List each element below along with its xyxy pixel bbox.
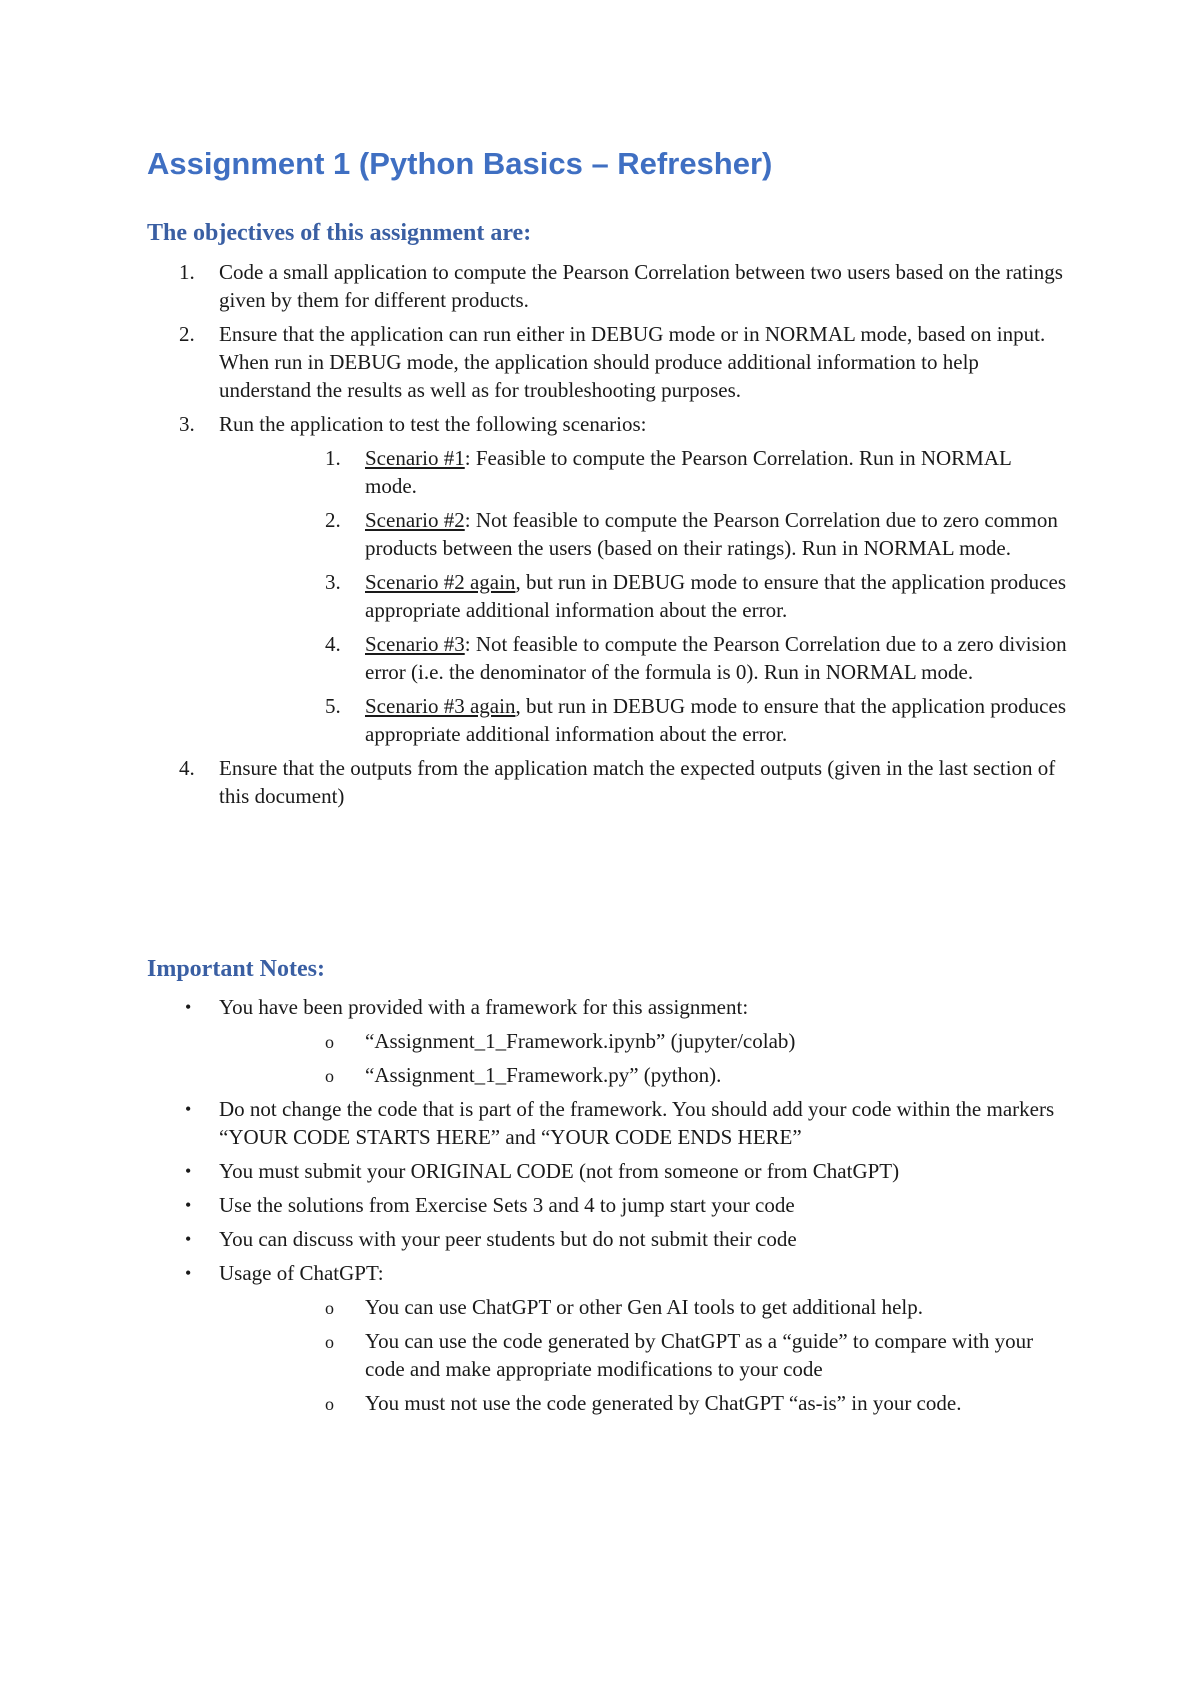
list-number: 2. <box>179 322 195 346</box>
note-item <box>147 1259 1067 1417</box>
note-text: Do not change the code that is part of the framework. You should add your code within the markers “YOUR CODE STARTS HERE” and “YOUR CODE ENDS HERE” <box>219 1097 1055 1149</box>
scenario-label: Scenario #2 <box>365 508 465 532</box>
bullet-icon: • <box>185 1161 192 1181</box>
objective-item <box>147 754 1067 810</box>
objective-text: Run the application to test the following scenarios: <box>219 412 647 436</box>
objective-item <box>147 410 1067 748</box>
scenario-item <box>219 506 1067 562</box>
scenario-item <box>219 444 1067 500</box>
circle-bullet-icon: o <box>325 1066 334 1086</box>
scenario-item <box>219 568 1067 624</box>
sub-item-text: “Assignment_1_Framework.py” (python). <box>365 1063 722 1087</box>
bullet-icon: • <box>185 997 192 1017</box>
sub-item <box>219 1327 1067 1383</box>
objective-text: Ensure that the application can run either in DEBUG mode or in NORMAL mode, based on input. When run in DEBUG mode, the application should produce additional information to help understand the results as well as for troubleshooting purposes. <box>219 322 1046 402</box>
list-number: 2. <box>325 508 341 532</box>
sub-item-text: “Assignment_1_Framework.ipynb” (jupyter/colab) <box>365 1029 796 1053</box>
note-text: Use the solutions from Exercise Sets 3 and 4 to jump start your code <box>219 1193 795 1217</box>
sub-item <box>219 1027 1067 1055</box>
framework-file-list <box>219 1027 1067 1089</box>
note-text: You have been provided with a framework for this assignment: <box>219 995 749 1019</box>
objective-item <box>147 320 1067 404</box>
objective-text: Code a small application to compute the Pearson Correlation between two users based on the ratings given by them for different products. <box>219 260 1063 312</box>
scenario-item <box>219 630 1067 686</box>
sub-item-text: You can use ChatGPT or other Gen AI tools to get additional help. <box>365 1295 923 1319</box>
notes-heading: Important Notes: <box>147 956 325 982</box>
list-number: 3. <box>325 570 341 594</box>
list-number: 5. <box>325 694 341 718</box>
sub-item <box>219 1293 1067 1321</box>
sub-item <box>219 1389 1067 1417</box>
sub-item <box>219 1061 1067 1089</box>
objectives-list <box>147 258 1067 816</box>
objective-text: Ensure that the outputs from the application match the expected outputs (given in the last section of this document) <box>219 756 1056 808</box>
note-text: You must submit your ORIGINAL CODE (not from someone or from ChatGPT) <box>219 1159 900 1183</box>
scenario-text: , but run in DEBUG mode to ensure that the application produces appropriate additional information about the error. <box>365 694 1066 746</box>
list-number: 3. <box>179 412 195 436</box>
scenario-item <box>219 692 1067 748</box>
note-text: Usage of ChatGPT: <box>219 1261 384 1285</box>
objective-item <box>147 258 1067 314</box>
scenario-label: Scenario #2 again <box>365 570 516 594</box>
circle-bullet-icon: o <box>325 1032 334 1052</box>
note-item <box>147 1095 1067 1151</box>
sub-item-text: You can use the code generated by ChatGPT as a “guide” to compare with your code and make appropriate modifications to your code <box>365 1329 1034 1381</box>
list-number: 1. <box>325 446 341 470</box>
scenario-text: , but run in DEBUG mode to ensure that the application produces appropriate additional information about the error. <box>365 570 1066 622</box>
scenario-list <box>219 444 1067 748</box>
bullet-icon: • <box>185 1229 192 1249</box>
list-number: 4. <box>325 632 341 656</box>
document-title: Assignment 1 (Python Basics – Refresher) <box>147 146 773 181</box>
list-number: 1. <box>179 260 195 284</box>
circle-bullet-icon: o <box>325 1394 334 1414</box>
note-item <box>147 1157 1067 1185</box>
circle-bullet-icon: o <box>325 1298 334 1318</box>
sub-item-text: You must not use the code generated by ChatGPT “as-is” in your code. <box>365 1391 962 1415</box>
note-text: You can discuss with your peer students but do not submit their code <box>219 1227 797 1251</box>
chatgpt-usage-list <box>219 1293 1067 1417</box>
scenario-text: : Feasible to compute the Pearson Correlation. Run in NORMAL mode. <box>365 446 1012 498</box>
bullet-icon: • <box>185 1099 192 1119</box>
objectives-heading: The objectives of this assignment are: <box>147 220 532 246</box>
note-item <box>147 1225 1067 1253</box>
note-item <box>147 1191 1067 1219</box>
list-number: 4. <box>179 756 195 780</box>
notes-list <box>147 993 1067 1423</box>
scenario-text: : Not feasible to compute the Pearson Correlation due to zero common products between the users (based on their ratings). Run in NORMAL mode. <box>365 508 1058 560</box>
scenario-text: : Not feasible to compute the Pearson Correlation due to a zero division error (i.e. the denominator of the formula is 0). Run in NORMAL mode. <box>365 632 1067 684</box>
bullet-icon: • <box>185 1195 192 1215</box>
scenario-label: Scenario #3 <box>365 632 465 656</box>
scenario-label: Scenario #1 <box>365 446 465 470</box>
scenario-label: Scenario #3 again <box>365 694 516 718</box>
circle-bullet-icon: o <box>325 1332 334 1352</box>
note-item <box>147 993 1067 1089</box>
bullet-icon: • <box>185 1263 192 1283</box>
